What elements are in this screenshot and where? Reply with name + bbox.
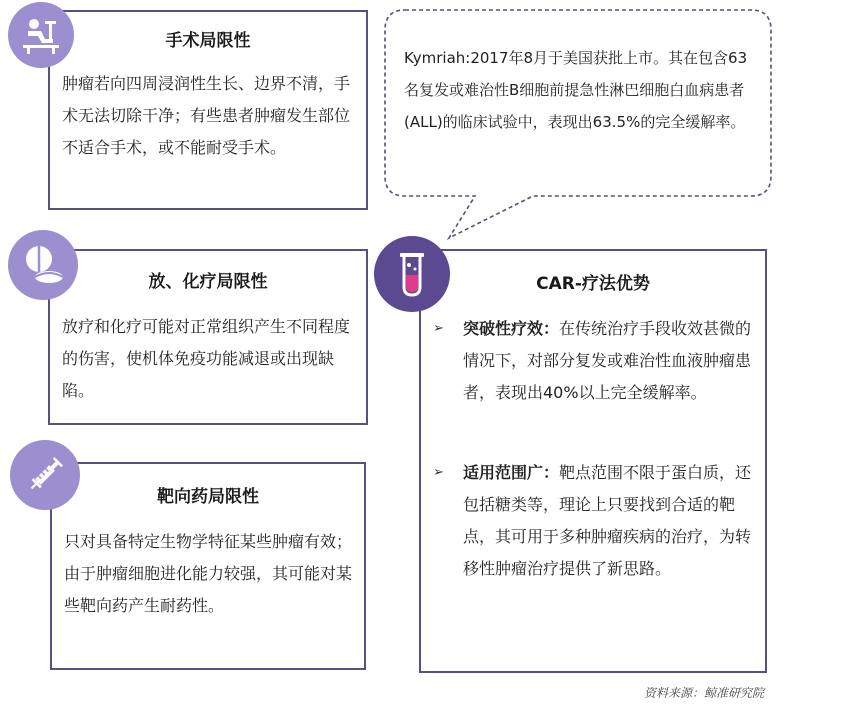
advantage-text: 靶点范围不限于蛋白质，还包括糖类等，理论上只要找到合适的靶点，其可用于多种肿瘤疾病的治疗，为转移性肿瘤治疗提供了新思路。 xyxy=(463,463,752,578)
advantage-heading: 适用范围广： xyxy=(463,463,560,482)
advantage-heading: 突破性疗效： xyxy=(463,319,560,338)
chemo-title: 放、化疗局限性 xyxy=(148,272,268,292)
arrow-bullet-icon: ➢ xyxy=(433,465,444,480)
advantage-text: 在传统治疗手段收效甚微的情况下，对部分复发或难治性血液肿瘤患者，表现出40%以上完全缓解率。 xyxy=(463,319,752,402)
callout-text: Kymriah:2017年8月于美国获批上市。其在包含63名复发或难治性B细胞前提急性淋巴细胞白血病患者(ALL)的临床试验中，表现出63.5%的完全缓解率。 xyxy=(404,49,748,131)
surgery-title: 手术局限性 xyxy=(165,31,251,51)
advantage-item xyxy=(433,457,758,585)
chemo-limitation-box xyxy=(48,249,368,425)
targeted-title: 靶向药局限性 xyxy=(157,487,259,507)
surgery-bed-icon xyxy=(8,2,74,68)
test-tube-icon xyxy=(374,236,450,312)
surgery-text: 肿瘤若向四周浸润性生长、边界不清，手术无法切除干净；有些患者肿瘤发生部位不适合手术，或不能耐受手术。 xyxy=(62,74,351,157)
chemo-text: 放疗和化疗可能对正常组织产生不同程度的伤害，使机体免疫功能减退或出现缺陷。 xyxy=(62,317,351,400)
car-advantages-box xyxy=(419,249,767,673)
targeted-drug-limitation-box xyxy=(50,462,366,670)
targeted-text: 只对具备特定生物学特征某些肿瘤有效；由于肿瘤细胞进化能力较强，其可能对某些靶向药产生耐药性。 xyxy=(64,532,353,615)
advantage-item xyxy=(433,313,758,409)
car-title: CAR-疗法优势 xyxy=(536,274,650,294)
arrow-bullet-icon: ➢ xyxy=(433,321,444,336)
pills-icon xyxy=(8,230,78,300)
syringe-icon xyxy=(10,440,80,510)
source-note: 资料来源：鲸准研究院 xyxy=(643,686,764,700)
surgery-limitation-box xyxy=(48,10,368,210)
